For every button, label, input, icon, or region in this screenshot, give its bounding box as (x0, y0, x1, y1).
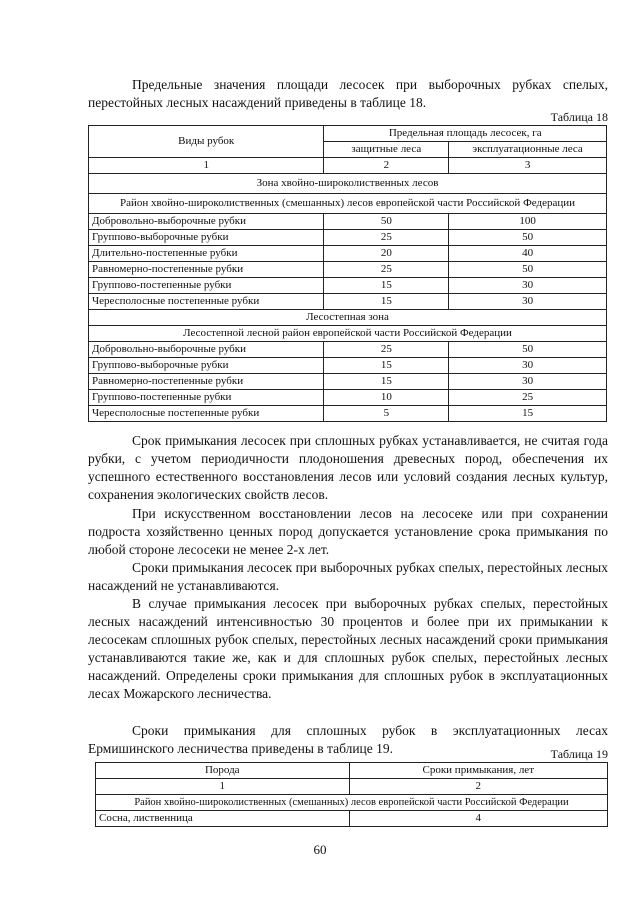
row-name: Добровольно-выборочные рубки (89, 342, 324, 358)
row-protective: 10 (324, 390, 449, 406)
table-row (89, 390, 607, 406)
intro-paragraph: Предельные значения площади лесосек при выборочных рубках спелых, перестойных лесных насаждений приведены в таблице 18. (88, 77, 608, 110)
col-num: 2 (349, 779, 608, 795)
row-name: Группово-выборочные рубки (89, 230, 324, 246)
row-protective: 25 (324, 230, 449, 246)
paragraph-2: При искусственном восстановлении лесов на лесосеке или при сохранении подроста хозяйственно ценных пород допускается установление срока примыкания по любой стороне лесосеки не менее 2-х лет. (88, 506, 608, 557)
paragraph-5: Сроки примыкания для сплошных рубок в эксплуатационных лесах Ермишинского лесничества приведены в таблице 19. (88, 723, 608, 756)
table-row (89, 374, 607, 390)
table-row (89, 342, 607, 358)
row-exploit: 100 (449, 214, 607, 230)
col-num: 1 (89, 158, 324, 174)
col-num: 3 (449, 158, 607, 174)
row-name: Группово-постепенные рубки (89, 278, 324, 294)
table-row (89, 406, 607, 422)
table-row (89, 294, 607, 310)
row-protective: 20 (324, 246, 449, 262)
row-name: Чересполосные постепенные рубки (89, 406, 324, 422)
row-exploit: 50 (449, 230, 607, 246)
zone-heading: Зона хвойно-широколиственных лесов (89, 174, 607, 194)
zone-heading: Лесостепная зона (89, 310, 607, 326)
row-exploit: 25 (449, 390, 607, 406)
region-heading: Лесостепной лесной район европейской части Российской Федерации (89, 326, 607, 342)
row-exploit: 30 (449, 278, 607, 294)
row-protective: 15 (324, 294, 449, 310)
row-exploit: 40 (449, 246, 607, 262)
row-protective: 5 (324, 406, 449, 422)
row-exploit: 30 (449, 374, 607, 390)
header-terms: Сроки примыкания, лет (349, 763, 608, 779)
table-19 (95, 762, 608, 827)
row-exploit: 30 (449, 358, 607, 374)
table-row (89, 214, 607, 230)
col-num: 2 (324, 158, 449, 174)
row-protective: 15 (324, 374, 449, 390)
row-name: Длительно-постепенные рубки (89, 246, 324, 262)
region-heading: Район хвойно-широколиственных (смешанных) лесов европейской части Российской Федерации (96, 795, 608, 811)
row-exploit: 50 (449, 262, 607, 278)
row-exploit: 30 (449, 294, 607, 310)
row-name: Добровольно-выборочные рубки (89, 214, 324, 230)
row-protective: 50 (324, 214, 449, 230)
header-limit: Предельная площадь лесосек, га (324, 126, 607, 142)
row-exploit: 50 (449, 342, 607, 358)
table-row (96, 811, 608, 827)
row-protective: 15 (324, 358, 449, 374)
row-exploit: 15 (449, 406, 607, 422)
row-name: Сосна, лиственница (96, 811, 350, 827)
row-protective: 25 (324, 342, 449, 358)
row-name: Равномерно-постепенные рубки (89, 262, 324, 278)
table-18 (88, 125, 607, 422)
header-protective: защитные леса (324, 142, 449, 158)
region-heading: Район хвойно-широколиственных (смешанных) лесов европейской части Российской Федерации (89, 194, 607, 214)
page-number: 60 (313, 842, 327, 857)
header-types: Виды рубок (89, 126, 324, 158)
table-row (89, 278, 607, 294)
header-exploit: эксплуатационные леса (449, 142, 607, 158)
table19-caption: Таблица 19 (550, 747, 608, 761)
paragraph-1: Срок примыкания лесосек при сплошных рубках устанавливается, не считая года рубки, с учетом периодичности плодоношения древесных пород, обеспечения их успешного естественного восстановления лесов или условий создания лесных культур, сохранения экологических свойств лесов. (88, 433, 608, 502)
row-protective: 15 (324, 278, 449, 294)
row-name: Группово-выборочные рубки (89, 358, 324, 374)
row-value: 4 (349, 811, 608, 827)
header-species: Порода (96, 763, 350, 779)
row-name: Группово-постепенные рубки (89, 390, 324, 406)
paragraph-3: Сроки примыкания лесосек при выборочных рубках спелых, перестойных лесных насаждений не устанавливаются. (88, 560, 608, 593)
row-name: Равномерно-постепенные рубки (89, 374, 324, 390)
table-row (89, 246, 607, 262)
table18-caption: Таблица 18 (550, 110, 608, 124)
table-row (89, 358, 607, 374)
row-protective: 25 (324, 262, 449, 278)
table-row (89, 230, 607, 246)
paragraph-4: В случае примыкания лесосек при выборочных рубках спелых, перестойных лесных насаждений интенсивностью 30 процентов и более при их примыкании к лесосекам сплошных рубок спелых, перестойных лесных насаждений сроки примыкания устанавливаются такие же, как и для сплошных рубок спелых, перестойных лесных насаждений. Определены сроки примыкания для сплошных рубок в эксплуатационных лесах Можарского лесничества. (88, 596, 608, 701)
col-num: 1 (96, 779, 350, 795)
table-row (89, 262, 607, 278)
row-name: Чересполосные постепенные рубки (89, 294, 324, 310)
